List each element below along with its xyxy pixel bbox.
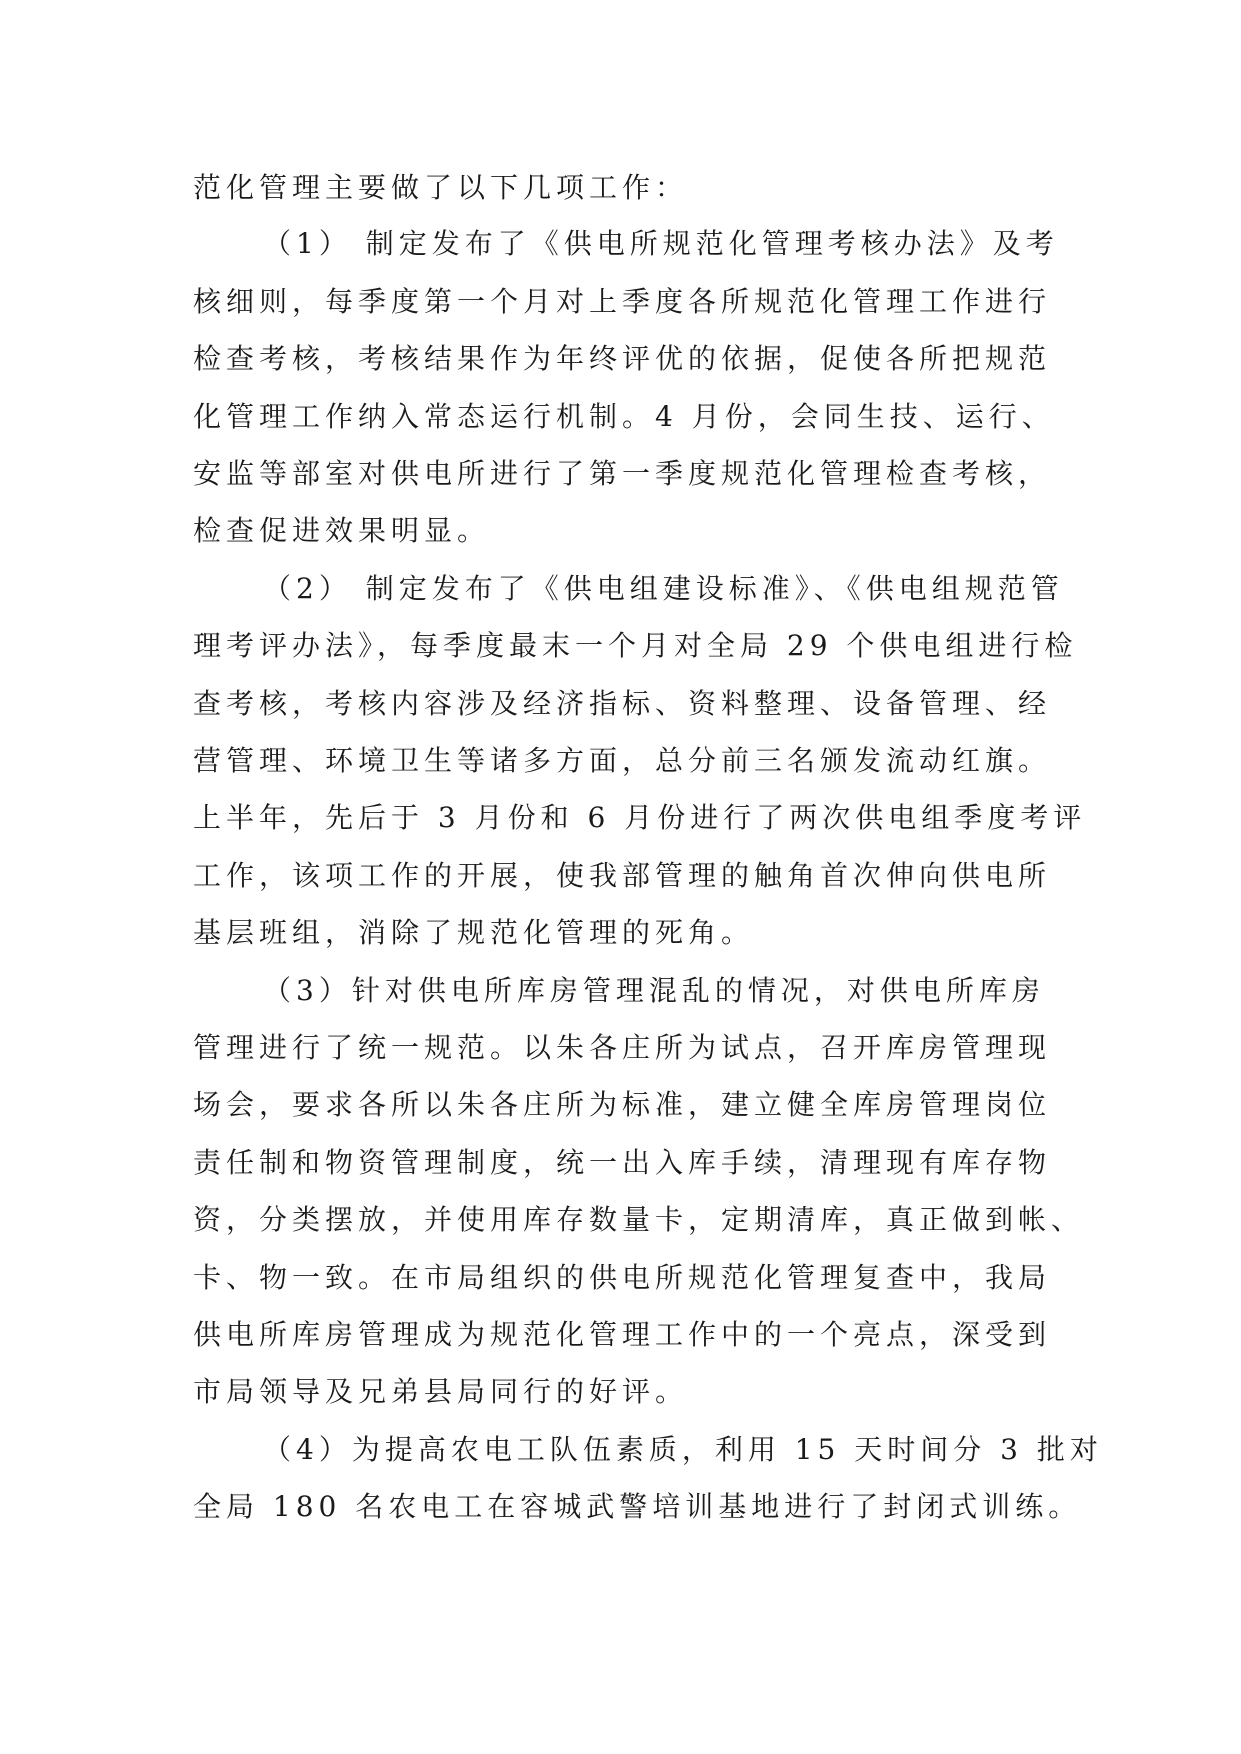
text-line: 查考核，考核内容涉及经济指标、资料整理、设备管理、经: [193, 687, 1052, 720]
text-line: 资，分类摆放，并使用库存数量卡，定期清库，真正做到帐、: [193, 1203, 1085, 1236]
text-line: 范化管理主要做了以下几项工作：: [193, 171, 689, 204]
text-line: 检查促进效果明显。: [193, 514, 491, 547]
text-line: 理考评办法》，每季度最末一个月对全局 29 个供电组进行检: [193, 629, 1078, 662]
text-line: 基层班组，消除了规范化管理的死角。: [193, 916, 755, 949]
text-line: 卡、物一致。在市局组织的供电所规范化管理复查中，我局: [193, 1261, 1052, 1294]
text-line: 核细则，每季度第一个月对上季度各所规范化管理工作进行: [193, 285, 1052, 318]
text-line: 责任制和物资管理制度，统一出入库手续，清理现有库存物: [193, 1146, 1052, 1179]
text-line: 化管理工作纳入常态运行机制。4 月份，会同生技、运行、: [193, 400, 1055, 433]
text-line: 管理进行了统一规范。以朱各庄所为试点，召开库房管理现: [193, 1031, 1052, 1064]
text-line: 检查考核，考核结果作为年终评优的依据，促使各所把规范: [193, 342, 1052, 375]
text-line: 场会，要求各所以朱各庄所为标准，建立健全库房管理岗位: [193, 1088, 1052, 1121]
text-line: 营管理、环境卫生等诸多方面，总分前三名颁发流动红旗。: [193, 744, 1052, 777]
text-line: 供电所库房管理成为规范化管理工作中的一个亮点，深受到: [193, 1318, 1052, 1351]
text-line: 安监等部室对供电所进行了第一季度规范化管理检查考核，: [193, 457, 1052, 490]
text-line: 工作，该项工作的开展，使我部管理的触角首次伸向供电所: [193, 859, 1052, 892]
text-line: （3）针对供电所库房管理混乱的情况，对供电所库房: [263, 974, 1045, 1007]
text-line: （1） 制定发布了《供电所规范化管理考核办法》及考: [263, 227, 1059, 260]
text-line: （4）为提高农电工队伍素质，利用 15 天时间分 3 批对: [263, 1433, 1103, 1466]
text-line: （2） 制定发布了《供电组建设标准》、《供电组规范管: [263, 572, 1064, 605]
text-line: 全局 180 名农电工在容城武警培训基地进行了封闭式训练。: [193, 1490, 1082, 1523]
text-line: 市局领导及兄弟县局同行的好评。: [193, 1375, 689, 1408]
text-line: 上半年，先后于 3 月份和 6 月份进行了两次供电组季度考评: [193, 801, 1087, 834]
